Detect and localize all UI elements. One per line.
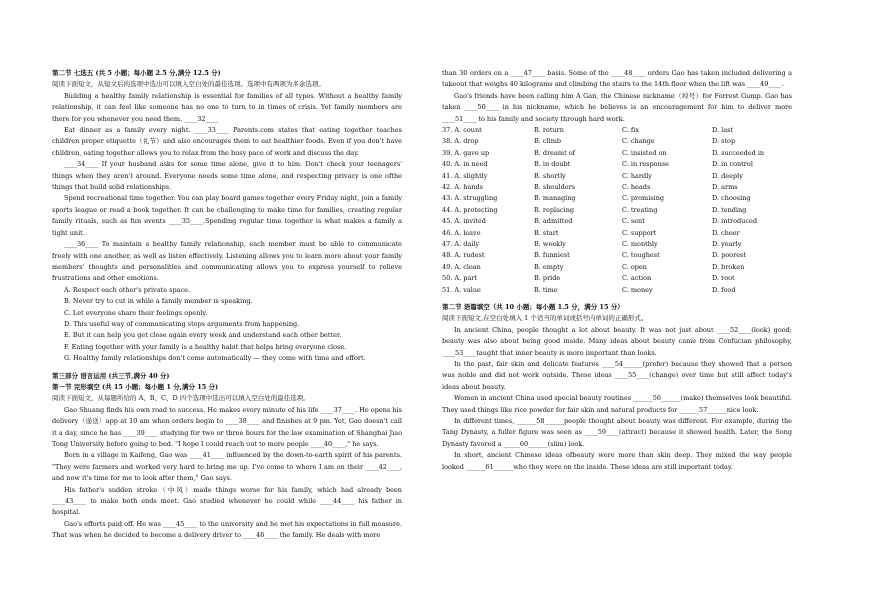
cloze-option: D. succeeded in: [712, 148, 765, 157]
cloze-option: C. insisted on: [622, 148, 667, 157]
cloze-option-row: [442, 182, 792, 193]
cloze-option: B. start: [534, 228, 559, 237]
passage1-paragraph: ____34____ If your husband asks for some time alone, give it to him. Don't check your teenagers' things when they aren't around. Everyone needs some time alone, and respecting privacy is one ofthe things that build solid relationships.: [52, 160, 402, 192]
cloze-option: C. change: [622, 137, 655, 146]
cloze-option: 38. A. drop: [442, 137, 479, 146]
cloze-option: 42. A. hands: [442, 182, 483, 191]
cloze-option: D. cheer: [712, 228, 740, 237]
cloze-option: B. time: [534, 285, 558, 294]
passage1-paragraph: ____36____ To maintain a healthy family relationship, each member must be able to communicate freely with one another, as well as listen effectively. Listening allows you to learn more about your family members' thoughts and personalities and communicating allows you to express yourself to relieve frustrations and other emotions.: [52, 240, 402, 283]
cloze-option-row: [442, 285, 792, 296]
cloze-option: 48. A. rudest: [442, 251, 485, 260]
cloze-option-row: [442, 250, 792, 261]
cloze-option: 44. A. protecting: [442, 205, 498, 214]
option-e: E. But it can help you get close again every week and understand each other better.: [64, 331, 342, 340]
passage1-paragraph: Eat dinner as a family every night. ____33____ Parents.com states that eating together teaches children proper etiquette（礼节）and also encourages them to eat healthier foods. Even if you don't have children, eating together allows you to relax from the busy pace of work and discuss the day.: [52, 126, 402, 157]
cloze-option: D. food: [712, 285, 736, 294]
cloze-option: C. treating: [622, 205, 658, 214]
cloze-option: D. deeply: [712, 171, 743, 180]
option-g: G. Healthy family relationships don't come automatically — they come with time and effort.: [64, 354, 366, 363]
cloze-option: B. shoulders: [534, 182, 576, 191]
cloze-option: D. root: [712, 274, 735, 283]
cloze-option: C. toughest: [622, 251, 660, 260]
cloze-option: D. tending: [712, 205, 747, 214]
passage3-paragraph: Women in ancient China used special beauty routines ______56______(make) themselves look beautiful. They used things like rice powder for fair skin and natural products for ______57______nice look.: [442, 394, 792, 414]
passage2-continued: than 30 orders on a ____47____ basis. Some of the ____48____ orders Gao has taken included delivering a takeout that weighs 40 kilograms and climbing the stairs to the 14th floor when the lift was ____49____.: [442, 69, 792, 89]
instructions-grammar: 阅读下面短文,在空白处填入 1 个适当的单词或括号内单词的正确形式。: [442, 314, 648, 323]
right-column: [442, 68, 792, 473]
cloze-option: B. managing: [534, 194, 576, 203]
cloze-options-table: [442, 125, 792, 296]
cloze-option: B. shortly: [534, 171, 566, 180]
cloze-option: 37. A. count: [442, 126, 482, 135]
cloze-option-row: [442, 171, 792, 182]
passage3-paragraph: In different times, ______58______people thought about beauty was different. For example, during the Tang Dynasty, a fuller figure was seen as ____59____(attract) because it showed health. Later, the Song Dynasty favored a _____60______(slim) look.: [442, 416, 792, 448]
cloze-option-row: [442, 159, 792, 170]
passage3-paragraph: In ancient China, people thought a lot about beauty. It was not just about ____52____(look) good; beauty was also about being good inside. Many ideas about beauty came from Confucian philosophy, ____53____taught that inner beauty is more important than looks.: [442, 325, 792, 357]
cloze-option: D. broken: [712, 262, 745, 271]
cloze-option: C. money: [622, 285, 653, 294]
cloze-option-row: [442, 216, 792, 227]
cloze-option: 43. A. struggling: [442, 194, 498, 203]
cloze-option: 40. A. in need: [442, 160, 488, 169]
cloze-option: 45. A. invited: [442, 217, 486, 226]
cloze-option: B. funniest: [534, 251, 570, 260]
cloze-option: 47. A. daily: [442, 239, 480, 248]
option-b: B. Never try to cut in while a family member is speaking.: [64, 297, 253, 306]
option-f: F. Eating together with your family is a healthy habit that helps bring everyone close.: [64, 342, 347, 351]
cloze-option: C. monthly: [622, 239, 658, 248]
cloze-option: 49. A. clean: [442, 262, 481, 271]
cloze-option: D. last: [712, 126, 734, 135]
option-c: C. Let everyone share their feelings openly.: [64, 308, 208, 317]
cloze-option: 39. A. gave up: [442, 148, 490, 157]
passage1-paragraph: Building a healthy family relationship is essential for families of all types. Without a healthy family relationship, it can feel like someone has no one to turn to in times of crisis. Yet family members are there for you whenever you need them. ____32____: [52, 91, 402, 123]
cloze-option: C. fix: [622, 126, 639, 135]
cloze-option: D. introduced: [712, 217, 758, 226]
cloze-option: D. yearly: [712, 239, 742, 248]
cloze-option: C. support: [622, 228, 657, 237]
cloze-option: B. pride: [534, 274, 561, 283]
cloze-option: B. dreamt of: [534, 148, 576, 157]
instructions-seven-choose-five: 阅读下面短文，从短文后的选项中选出可以填入空白处的最佳选项。选项中有两项为多余选项。: [52, 80, 325, 89]
cloze-option: D. stop: [712, 137, 736, 146]
passage2-paragraph: Gao's efforts paid off. He was ____45____ to the university and he met his expectations in full measure. That was when he decided to become a delivery driver to ____46____ the family. He deals with more: [52, 519, 402, 540]
section-title-seven-choose-five: 第二节 七选五 (共 5 小题；每小题 2.5 分,满分 12.5 分): [52, 69, 221, 77]
cloze-option-row: [442, 262, 792, 273]
section-title-grammar: 第二节 语篇填空（共 10 小题；每小题 1.5 分，满分 15 分）: [442, 302, 624, 311]
cloze-option: B. replacing: [534, 205, 575, 214]
part3-title: 第三部分 语言运用 (共三节,满分 40 分): [52, 371, 170, 380]
passage2-paragraph: Born in a village in Kaifeng, Gao was ____41____ influenced by the down-to-earth spirit of his parents. "They were farmers and worked very hard to bring me up. I've come to where I am on their ____42____, and now it's time for me to look after them," Gao says.: [52, 451, 402, 483]
passage2-paragraph: Gao Shuang finds his own road to success. He makes every minute of his life ____37____. He opens his delivery（递送）app at 10 am when orders begin to ____38____ and finishes at 9 pm. Yet, Gao doesn't call it a day, since he has ____39____ studying for two or three hours for the law examination of Shanghai Jiao Tong University before going to bed. "I hope I could reach out to more people ____40____," he says.: [52, 405, 402, 448]
cloze-option: 51. A. value: [442, 285, 481, 294]
option-d: D. This useful way of communicating stops arguments from happening.: [64, 319, 300, 328]
cloze-option: B. climb: [534, 137, 562, 146]
cloze-option: C. heads: [622, 182, 651, 191]
cloze-option: B. in doubt: [534, 160, 571, 169]
passage1-paragraph: Spend recreational time together. You can play board games together every Friday night, join a family sports league or read a book together. It can be challenging to make time for families, creating regular family rituals, such as fun events ____35____.Spending regular time together is what makes a family a tight unit.: [52, 194, 402, 237]
section-title-cloze: 第一节 完形填空 (共 15 小题；每小题 1 分,满分 15 分): [52, 382, 219, 391]
passage3-paragraph: In short, ancient Chinese ideas ofbeauty were more than skin deep. They mixed the way people looked ______61______who they were on the inside. These ideas are still important today.: [442, 451, 792, 471]
cloze-option: 50. A. part: [442, 274, 477, 283]
cloze-option: C. open: [622, 262, 647, 271]
left-column: [52, 68, 402, 542]
cloze-option-row: [442, 148, 792, 159]
cloze-option: 46. A. leave: [442, 228, 481, 237]
cloze-option-row: [442, 125, 792, 136]
cloze-option: B. admitted: [534, 217, 573, 226]
instructions-cloze: 阅读下面短文，从每题所给的 A、B、C、D 四个选项中选出可以填入空白处的最佳选项。: [52, 394, 310, 403]
cloze-option-row: [442, 136, 792, 147]
passage3-paragraph: In the past, fair skin and delicate features ____54______(prefer) because they showed that a person was noble and did not work outside. These ideas ____55____(change) over time but still affect today's ideas about beauty.: [442, 359, 792, 391]
cloze-option: C. promising: [622, 194, 665, 203]
cloze-option: B. empty: [534, 262, 564, 271]
cloze-option-row: [442, 193, 792, 204]
cloze-option-row: [442, 205, 792, 216]
cloze-option-row: [442, 239, 792, 250]
cloze-option: C. hardly: [622, 171, 652, 180]
passage2-paragraph: His father's sudden stroke（中风）made things worse for his family, which had already been ____43____ to make both ends meet. Gao studied whenever he could while ____44____ his father in hospital.: [52, 485, 402, 517]
cloze-option: B. return: [534, 126, 564, 135]
cloze-option: C. in response: [622, 160, 669, 169]
cloze-option-row: [442, 273, 792, 284]
cloze-option-row: [442, 228, 792, 239]
cloze-option: D. in control: [712, 160, 753, 169]
seven-choose-five-options: [52, 285, 402, 365]
option-a: A. Respect each other's private space.: [64, 285, 191, 294]
cloze-option: B. weekly: [534, 239, 566, 248]
cloze-option: 41. A. slightly: [442, 171, 488, 180]
cloze-option: D. arms: [712, 182, 738, 191]
cloze-option: C. action: [622, 274, 652, 283]
passage2-continued: Gao's friends have been calling him A Gan, the Chinese nickname（绰号）for Forrest Gump. Gao has taken ____50____ in his nickname, which he believes is an encouragement for him to deliver more ____51____ to his family and society through hard work.: [442, 91, 792, 123]
cloze-option: C. sent: [622, 217, 645, 226]
cloze-option: D. poorest: [712, 251, 747, 260]
cloze-option: D. choosing: [712, 194, 751, 203]
